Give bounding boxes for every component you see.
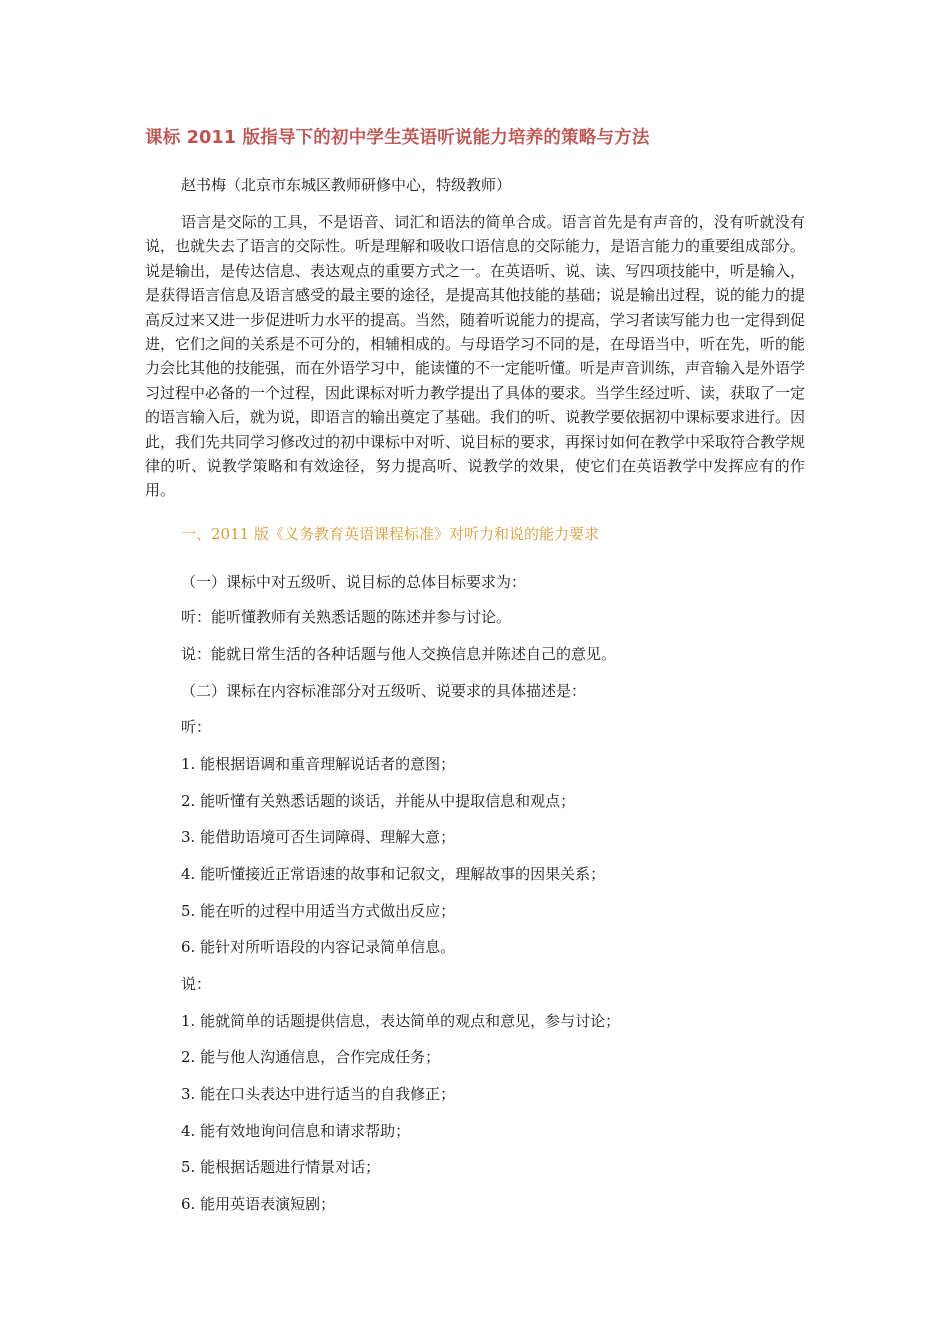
subsection-heading: （二）课标在内容标准部分对五级听、说要求的具体描述是： — [181, 682, 587, 700]
intro-paragraph: 语言是交际的工具，不是语音、词汇和语法的简单合成。语言首先是有声音的，没有听就没有说，也就失去了语言的交际性。听是理解和吸收口语信息的交际能力，是语言能力的重要组成部分。说是输出，是传达信息、表达观点的重要方式之一。在英语听、说、读、写四项技能中，听是输入，是获得语言信息及语言感受的最主要的途径，是提高其他技能的基础；说是输出过程，说的能力的提高反过来又进一步促进听力水平的提高。当然，随着听说能力的提高，学习者读写能力也一定得到促进，它们之间的关系是不可分的，相辅相成的。与母语学习不同的是，在母语当中，听在先，听的能力会比其他的技能强，而在外语学习中，能读懂的不一定能听懂。听是声音训练，声音输入是外语学习过程中必备的一个过程，因此课标对听力教学提出了具体的要求。当学生经过听、读，获取了一定的语言输入后，就为说，即语言的输出奠定了基础。我们的听、说教学要依据初中课标要求进行。因此，我们先共同学习修改过的初中课标中对听、说目标的要求，再探讨如何在教学中采取符合教学规律的听、说教学策略和有效途径，努力提高听、说教学的效果，使它们在英语教学中发挥应有的作用。 — [145, 213, 806, 500]
speaking-label: 说： — [181, 975, 212, 993]
overall-speaking-goal: 说：能就日常生活的各种话题与他人交换信息并陈述自己的意见。 — [181, 645, 617, 663]
list-item: 3. 能在口头表达中进行适当的自我修正； — [181, 1085, 456, 1103]
listening-label: 听： — [181, 718, 212, 736]
list-item: 5. 能在听的过程中用适当方式做出反应； — [181, 902, 456, 920]
list-item: 5. 能根据话题进行情景对话； — [181, 1158, 381, 1176]
list-item: 2. 能听懂有关熟悉话题的谈话，并能从中提取信息和观点； — [181, 792, 576, 810]
list-item: 1. 能就简单的话题提供信息，表达简单的观点和意见，参与讨论； — [181, 1012, 621, 1030]
list-item: 2. 能与他人沟通信息，合作完成任务； — [181, 1048, 441, 1066]
overall-listening-goal: 听：能听懂教师有关熟悉话题的陈述并参与讨论。 — [181, 608, 512, 626]
document-title: 课标 2011 版指导下的初中学生英语听说能力培养的策略与方法 — [145, 128, 650, 148]
subsection-heading: （一）课标中对五级听、说目标的总体目标要求为： — [181, 573, 527, 591]
list-item: 6. 能针对所听语段的内容记录简单信息。 — [181, 938, 456, 956]
list-item: 3. 能借助语境可否生词障碍、理解大意； — [181, 828, 456, 846]
author-line: 赵书梅（北京市东城区教师研修中心，特级教师） — [181, 176, 512, 194]
list-item: 4. 能有效地询问信息和请求帮助； — [181, 1122, 411, 1140]
list-item: 4. 能听懂接近正常语速的故事和记叙文，理解故事的因果关系； — [181, 865, 606, 883]
list-item: 6. 能用英语表演短剧； — [181, 1195, 336, 1213]
section-heading: 一、2011 版《义务教育英语课程标准》对听力和说的能力要求 — [181, 525, 599, 543]
list-item: 1. 能根据语调和重音理解说话者的意图； — [181, 755, 456, 773]
